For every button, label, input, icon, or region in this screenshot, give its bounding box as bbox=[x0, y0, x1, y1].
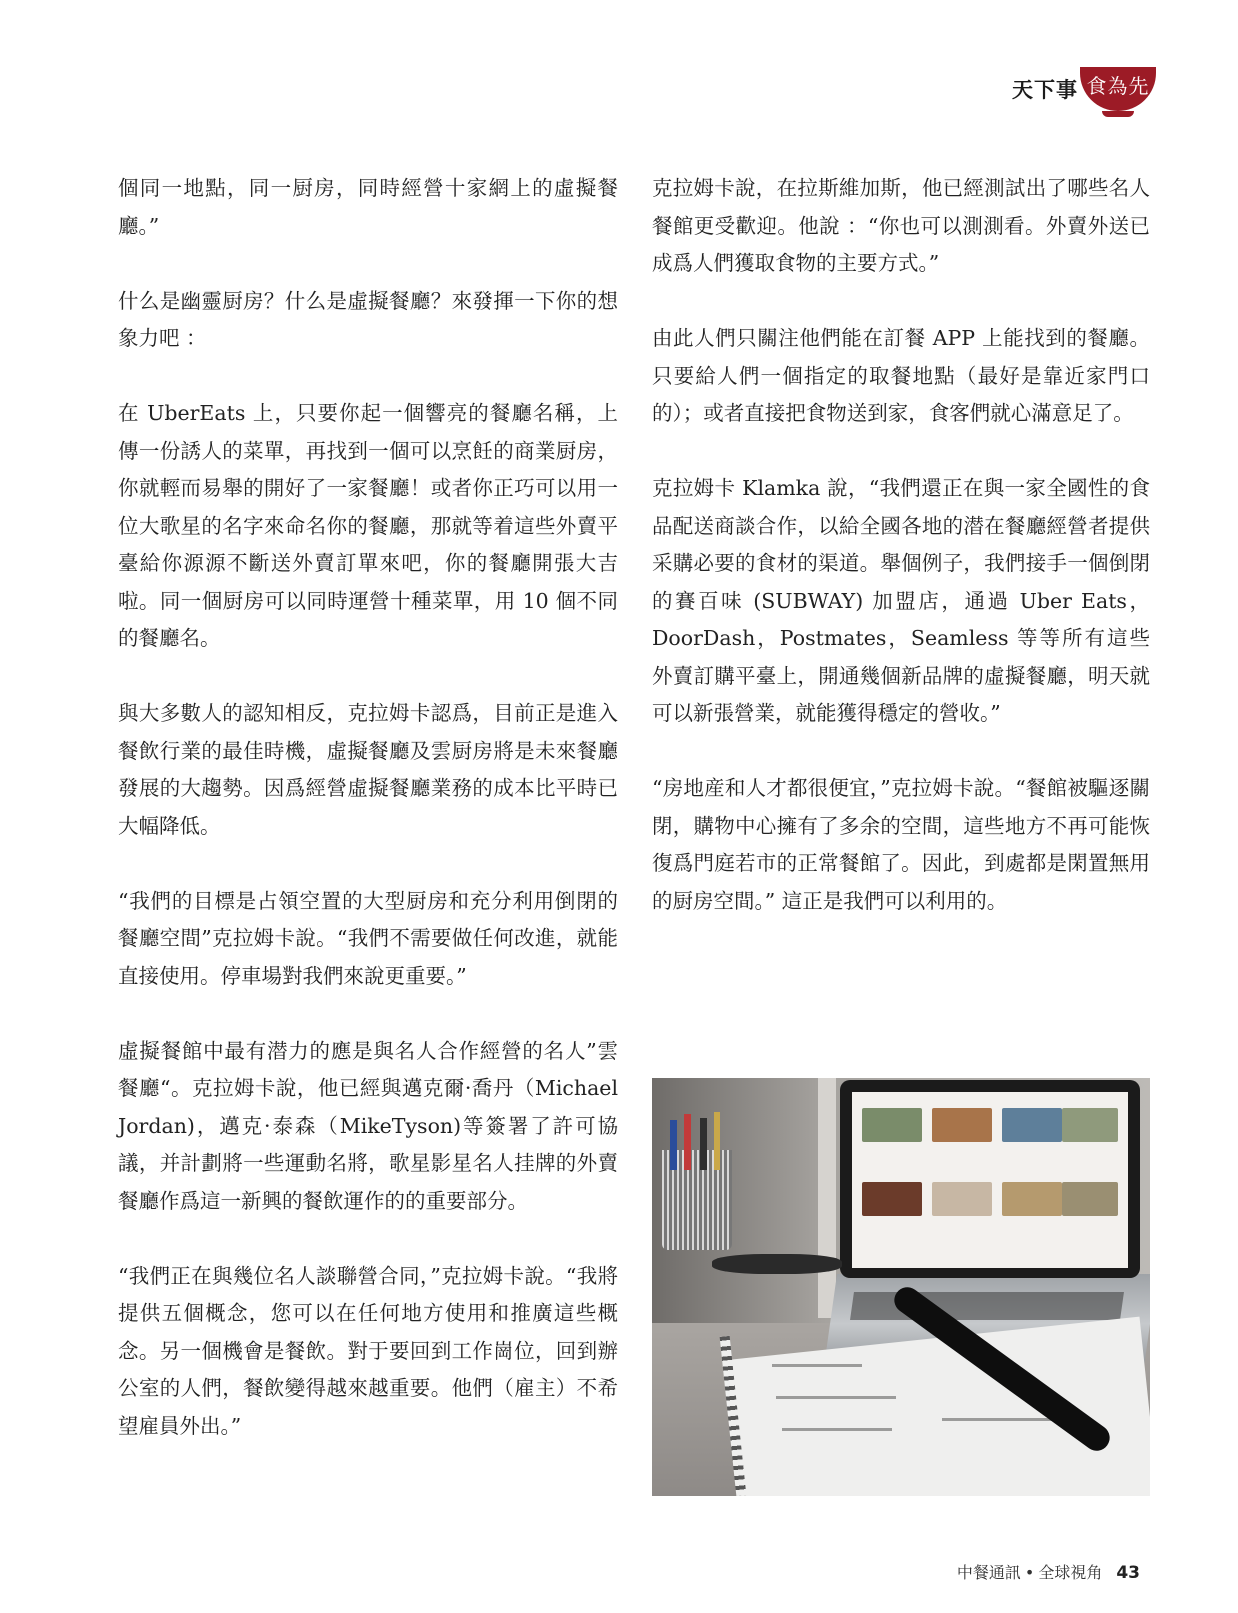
handwriting-line bbox=[782, 1428, 892, 1431]
page-number: 43 bbox=[1116, 1563, 1140, 1583]
handwriting-line bbox=[942, 1418, 1062, 1421]
handwriting-line bbox=[776, 1396, 896, 1399]
paragraph: 在 UberEats 上，只要你起一個響亮的餐廳名稱，上傳一份誘人的菜單，再找到一個可以烹飪的商業厨房，你就輕而易舉的開好了一家餐廳！或者你正巧可以用一位大歌星的名字來命名你的餐廳，那就等着這些外賣平臺給你源源不斷送外賣訂單來吧，你的餐廳開張大吉啦。同一個厨房可以同時運營十種菜單，用 10 個不同的餐廳名。 bbox=[118, 401, 618, 650]
food-tile bbox=[932, 1108, 992, 1142]
food-tile bbox=[932, 1182, 992, 1216]
paragraph: 克拉姆卡說，在拉斯維加斯，他已經測試出了哪些名人餐館更受歡迎。他說 ：“你也可以測測看。外賣外送已成爲人們獲取食物的主要方式。” bbox=[652, 176, 1150, 275]
section-title-light: 食為先 bbox=[1086, 74, 1150, 98]
food-tile bbox=[862, 1108, 922, 1142]
pen-icon bbox=[714, 1112, 720, 1170]
right-column bbox=[652, 170, 1150, 958]
photo-doorframe bbox=[818, 1078, 836, 1318]
mouse-pad bbox=[712, 1254, 842, 1274]
food-tile bbox=[862, 1182, 922, 1216]
section-name: 全球視角 bbox=[1038, 1563, 1103, 1582]
section-title-dark: 天下事 bbox=[1012, 78, 1078, 102]
laptop-screen bbox=[840, 1080, 1140, 1278]
food-tile bbox=[1002, 1182, 1062, 1216]
paragraph: “房地産和人才都很便宜，”克拉姆卡說。“餐館被驅逐關閉，購物中心擁有了多余的空間，這些地方不再可能恢復爲門庭若市的正常餐館了。因此，到處都是閑置無用的厨房空間。” 這正是我們可以利用的。 bbox=[652, 776, 1150, 913]
handwriting-line bbox=[772, 1364, 862, 1367]
pen-icon bbox=[700, 1118, 707, 1170]
publication-name: 中餐通訊 bbox=[956, 1563, 1021, 1582]
paragraph: 個同一地點，同一厨房，同時經營十家網上的虛擬餐廳。” bbox=[118, 176, 618, 238]
paragraph: 由此人們只關注他們能在訂餐 APP 上能找到的餐廳。只要給人們一個指定的取餐地點（最好是靠近家門口的）；或者直接把食物送到家，食客們就心滿意足了。 bbox=[652, 326, 1150, 425]
food-tile bbox=[1062, 1182, 1118, 1216]
food-delivery-webpage bbox=[852, 1092, 1128, 1268]
laptop-desk-photo bbox=[652, 1078, 1150, 1496]
left-column bbox=[118, 170, 618, 1483]
paragraph: “我們正在與幾位名人談聯營合同，”克拉姆卡說。“我將提供五個概念，您可以在任何地方使用和推廣這些概念。另一個機會是餐飲。對于要回到工作崗位，回到辦公室的人們，餐飲變得越來越重要。他們（雇主）不希望雇員外出。” bbox=[118, 1263, 618, 1438]
paragraph: 什么是幽靈厨房？什么是虛擬餐廳？來發揮一下你的想象力吧 ： bbox=[118, 288, 618, 350]
food-tile bbox=[1062, 1108, 1118, 1142]
food-tile bbox=[1002, 1108, 1062, 1142]
section-header bbox=[1012, 66, 1156, 112]
paragraph: “我們的目標是占領空置的大型厨房和充分利用倒閉的餐廳空間”克拉姆卡說。“我們不需要做任何改進，就能直接使用。停車場對我們來說更重要。” bbox=[118, 888, 618, 988]
paragraph: 克拉姆卡 Klamka 說，“我們還正在與一家全國性的食品配送商談合作，以給全國各地的潜在餐廳經營者提供采購必要的食材的渠道。舉個例子，我們接手一個倒閉的賽百味 (SUBWAY) 加盟店，通過 Uber Eats，DoorDash，Postmates，Seamless 等等所有這些外賣訂購平臺上，開通幾個新品牌的虛擬餐廳，明天就可以新張營業，就能獲得穩定的營收。” bbox=[652, 476, 1150, 725]
bowl-logo-icon bbox=[1080, 67, 1156, 111]
footer-separator: • bbox=[1024, 1563, 1035, 1582]
laptop-keyboard bbox=[850, 1292, 1124, 1320]
page-footer bbox=[957, 1560, 1140, 1583]
pen-icon bbox=[684, 1114, 691, 1170]
pen-icon bbox=[670, 1120, 677, 1170]
paragraph: 虛擬餐館中最有潜力的應是與名人合作經營的名人”雲餐廳“。克拉姆卡說，他已經與邁克爾·喬丹（Michael Jordan)，邁克·泰森（MikeTyson)等簽署了許可協議，并計劃將一些運動名將，歌星影星名人挂牌的外賣餐廳作爲這一新興的餐飲運作的的重要部分。 bbox=[118, 1038, 618, 1213]
paragraph: 與大多數人的認知相反，克拉姆卡認爲，目前正是進入餐飲行業的最佳時機，虛擬餐廳及雲厨房將是未來餐廳發展的大趨勢。因爲經營虛擬餐廳業務的成本比平時已大幅降低。 bbox=[118, 701, 618, 838]
